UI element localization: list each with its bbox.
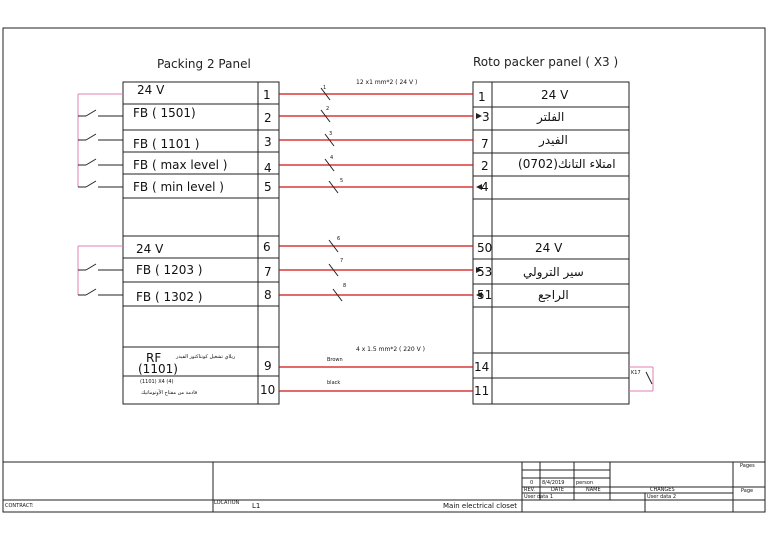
cable-1-spec: 12 x1 mm*2 ( 24 V ) — [356, 79, 418, 86]
rf-label: RF — [146, 351, 162, 365]
right-terminal-7: 7 — [481, 137, 489, 151]
changes-header: CHANGES — [650, 487, 675, 493]
rf-note: ريلاي تشغيل كونتاكتور الفيدر — [176, 354, 236, 360]
user-data-2: User data 2 — [647, 494, 677, 500]
right-terminal-4: 4 — [481, 180, 489, 194]
left-row-8-label: FB ( 1302 ) — [136, 290, 203, 304]
left-terminal-4: 4 — [264, 161, 272, 175]
left-terminal-9: 9 — [264, 359, 272, 373]
left-row-7-label: FB ( 1203 ) — [136, 263, 203, 277]
right-row-8-label: الراجع — [538, 288, 569, 302]
right-row-6-label: 24 V — [535, 241, 563, 255]
cable-2-spec: 4 x 1.5 mm*2 ( 220 V ) — [356, 346, 426, 353]
name-header: NAME — [586, 487, 601, 493]
right-terminal-2: 2 — [481, 159, 489, 173]
right-terminal-51: 51 — [477, 288, 493, 302]
drawing-title: Main electrical closet — [443, 502, 517, 510]
page-label: Page — [741, 488, 754, 494]
left-terminal-1: 1 — [263, 88, 271, 102]
k17-label: K17 — [631, 370, 641, 376]
wire-number-4: 4 — [330, 155, 334, 161]
location-label: LOCATION — [214, 500, 240, 506]
left-terminal-6: 6 — [263, 240, 271, 254]
right-row-2-label: الفلتر — [537, 110, 565, 124]
left-row-2-label: FB ( 1501) — [133, 106, 196, 120]
left-terminal-8: 8 — [264, 288, 272, 302]
right-terminal-53: 53 — [477, 265, 493, 279]
right-terminal-14: 14 — [474, 360, 490, 374]
wire-number-8: 8 — [343, 283, 347, 289]
name-value: person — [576, 480, 594, 486]
pages-label: Pages — [740, 463, 755, 469]
wire-10-color: black — [327, 380, 341, 386]
rev-header: REV. — [524, 487, 535, 493]
wire-number-6: 6 — [337, 236, 341, 242]
right-row-3-label: الفيدر — [539, 133, 568, 147]
left-row-4-label: FB ( max level ) — [133, 158, 228, 172]
wire-number-5: 5 — [340, 178, 344, 184]
right-row-1-label: 24 V — [541, 88, 569, 102]
x4-label: (1101) X4 (4) — [140, 379, 174, 385]
left-row-3-label: FB ( 1101 ) — [133, 137, 200, 151]
auto-note: قادمة من مفتاح الأوتوماتيك — [141, 390, 198, 396]
wire-number-2: 2 — [326, 106, 330, 112]
right-terminal-1: 1 — [478, 90, 486, 104]
left-terminal-3: 3 — [264, 135, 272, 149]
contract-label: CONTRACT: — [5, 503, 34, 509]
left-panel-title: Packing 2 Panel — [157, 57, 251, 71]
wire-number-3: 3 — [329, 131, 333, 137]
right-terminal-11: 11 — [474, 384, 490, 398]
location-value: L1 — [252, 502, 261, 510]
right-terminal-50: 50 — [477, 241, 493, 255]
left-row-1-label: 24 V — [137, 83, 165, 97]
wire-9-color: Brown — [327, 357, 343, 363]
date-header: DATE — [551, 487, 565, 493]
left-switches — [78, 94, 123, 295]
left-terminal-2: 2 — [264, 111, 272, 125]
user-data-1: User data 1 — [524, 494, 554, 500]
left-terminal-7: 7 — [264, 265, 272, 279]
wire-number-1: 1 — [323, 85, 327, 91]
rf-code: (1101) — [138, 362, 178, 376]
right-panel-title: Roto packer panel ( X3 ) — [473, 55, 619, 69]
left-row-6-label: 24 V — [136, 242, 164, 256]
right-row-4-label: امتلاء التانك(0702) — [518, 157, 616, 171]
left-terminal-10: 10 — [260, 383, 276, 397]
wire-number-7: 7 — [340, 258, 344, 264]
left-terminal-5: 5 — [264, 180, 272, 194]
cable-marks — [321, 85, 342, 301]
left-row-5-label: FB ( min level ) — [133, 180, 224, 194]
date-value: 8/4/2019 — [542, 480, 565, 486]
rev-value: 0 — [530, 480, 534, 486]
right-row-7-label: سير الترولي — [523, 265, 584, 279]
right-terminal-3: 3 — [482, 110, 490, 124]
